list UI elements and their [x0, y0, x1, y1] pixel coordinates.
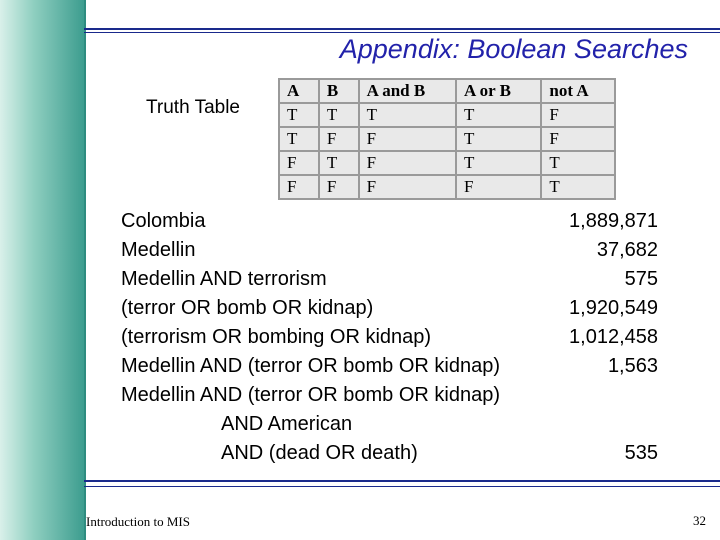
footer-course-title: Introduction to MIS	[86, 514, 190, 529]
result-query: AND (dead OR death)	[221, 442, 418, 464]
table-cell: F	[541, 103, 615, 127]
truth-table-label: Truth Table	[146, 97, 240, 118]
search-results	[121, 207, 658, 468]
result-row	[121, 410, 658, 439]
result-row	[121, 294, 658, 323]
table-row	[279, 151, 615, 175]
table-cell: F	[279, 175, 319, 199]
result-row	[121, 265, 658, 294]
header-cell: A or B	[456, 79, 541, 103]
bottom-rule	[84, 480, 720, 482]
table-cell: T	[456, 151, 541, 175]
result-row	[121, 236, 658, 265]
table-cell: T	[319, 151, 359, 175]
result-row	[121, 439, 658, 468]
result-query: Medellin AND terrorism	[121, 268, 327, 290]
table-cell: F	[359, 151, 456, 175]
result-row	[121, 207, 658, 236]
result-query: (terrorism OR bombing OR kidnap)	[121, 326, 432, 348]
slide-title: Appendix: Boolean Searches	[339, 34, 688, 64]
top-rule-thin	[84, 32, 720, 33]
result-query: (terror OR bomb OR kidnap)	[121, 297, 374, 319]
header-cell: B	[319, 79, 359, 103]
table-cell: F	[319, 175, 359, 199]
header-cell: A	[279, 79, 319, 103]
page-number: 32	[693, 513, 706, 528]
table-row	[279, 127, 615, 151]
top-rule	[84, 28, 720, 30]
table-cell: T	[319, 103, 359, 127]
table-row	[279, 103, 615, 127]
result-count: 1,563	[607, 355, 658, 377]
result-count: 37,682	[596, 239, 658, 261]
result-row	[121, 381, 658, 410]
table-cell: F	[279, 151, 319, 175]
table-row	[279, 175, 615, 199]
result-count: 575	[624, 268, 658, 290]
table-cell: T	[541, 175, 615, 199]
result-row	[121, 323, 658, 352]
table-cell: T	[279, 103, 319, 127]
table-cell: T	[456, 103, 541, 127]
table-cell: F	[359, 127, 456, 151]
table-cell: T	[359, 103, 456, 127]
side-band	[0, 0, 84, 540]
bottom-rule-thin	[84, 486, 720, 487]
result-count: 1,889,871	[569, 210, 658, 232]
table-cell: T	[279, 127, 319, 151]
table-cell: F	[456, 175, 541, 199]
result-query: AND American	[221, 413, 353, 435]
result-query: Medellin	[121, 239, 196, 261]
truth-table	[278, 78, 616, 200]
truth-table-header-row	[279, 79, 615, 103]
result-row	[121, 352, 658, 381]
table-cell: F	[319, 127, 359, 151]
result-query: Medellin AND (terror OR bomb OR kidnap)	[121, 384, 501, 406]
table-cell: T	[541, 151, 615, 175]
header-cell: not A	[541, 79, 615, 103]
table-cell: T	[456, 127, 541, 151]
table-cell: F	[359, 175, 456, 199]
result-query: Colombia	[121, 210, 206, 232]
table-cell: F	[541, 127, 615, 151]
result-query: Medellin AND (terror OR bomb OR kidnap)	[121, 355, 501, 377]
result-count: 1,920,549	[569, 297, 658, 319]
header-cell: A and B	[359, 79, 456, 103]
result-count: 535	[624, 442, 658, 464]
result-count: 1,012,458	[569, 326, 658, 348]
